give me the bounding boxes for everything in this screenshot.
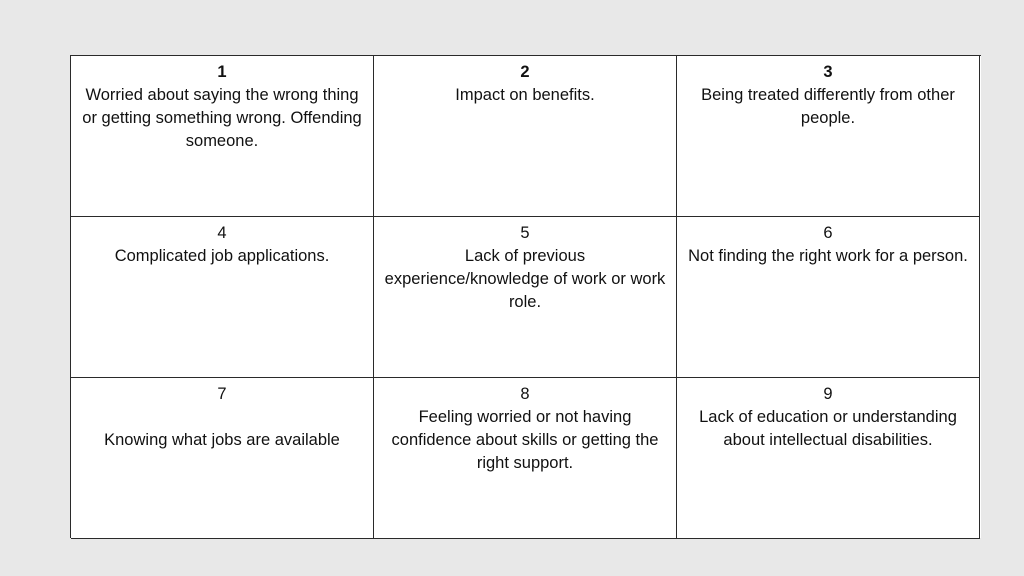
cell-text: Knowing what jobs are available (104, 431, 340, 449)
cell-number: 8 (520, 385, 530, 403)
cell-number: 3 (823, 63, 833, 81)
cell-number: 9 (823, 385, 833, 403)
table-cell-2 (374, 56, 677, 217)
cell-text: Complicated job applications. (114, 247, 330, 265)
table-cell-5 (374, 217, 677, 378)
cell-text: Being treated differently from other people. (701, 86, 955, 127)
cell-number: 1 (217, 63, 227, 81)
cell-number: 2 (520, 63, 530, 81)
table-cell-7 (71, 378, 374, 539)
cell-number: 6 (823, 224, 833, 242)
cell-number: 5 (520, 224, 530, 242)
cell-number: 7 (217, 385, 227, 403)
cell-text: Feeling worried or not having confidence about skills or getting the right support. (391, 408, 659, 472)
cell-text: Lack of education or understanding about intellectual disabilities. (699, 408, 957, 449)
table-cell-3 (677, 56, 980, 217)
cell-text: Worried about saying the wrong thing or getting something wrong. Offending someone. (82, 86, 362, 150)
cell-text: Lack of previous experience/knowledge of work or work role. (384, 247, 666, 311)
cell-text: Impact on benefits. (455, 86, 595, 104)
blank-line (81, 406, 363, 429)
table-cell-4 (71, 217, 374, 378)
barriers-table (70, 55, 981, 538)
table-cell-6 (677, 217, 980, 378)
cell-text: Not finding the right work for a person. (688, 247, 968, 265)
table-cell-8 (374, 378, 677, 539)
table-cell-1 (71, 56, 374, 217)
table-cell-9 (677, 378, 980, 539)
cell-number: 4 (217, 224, 227, 242)
